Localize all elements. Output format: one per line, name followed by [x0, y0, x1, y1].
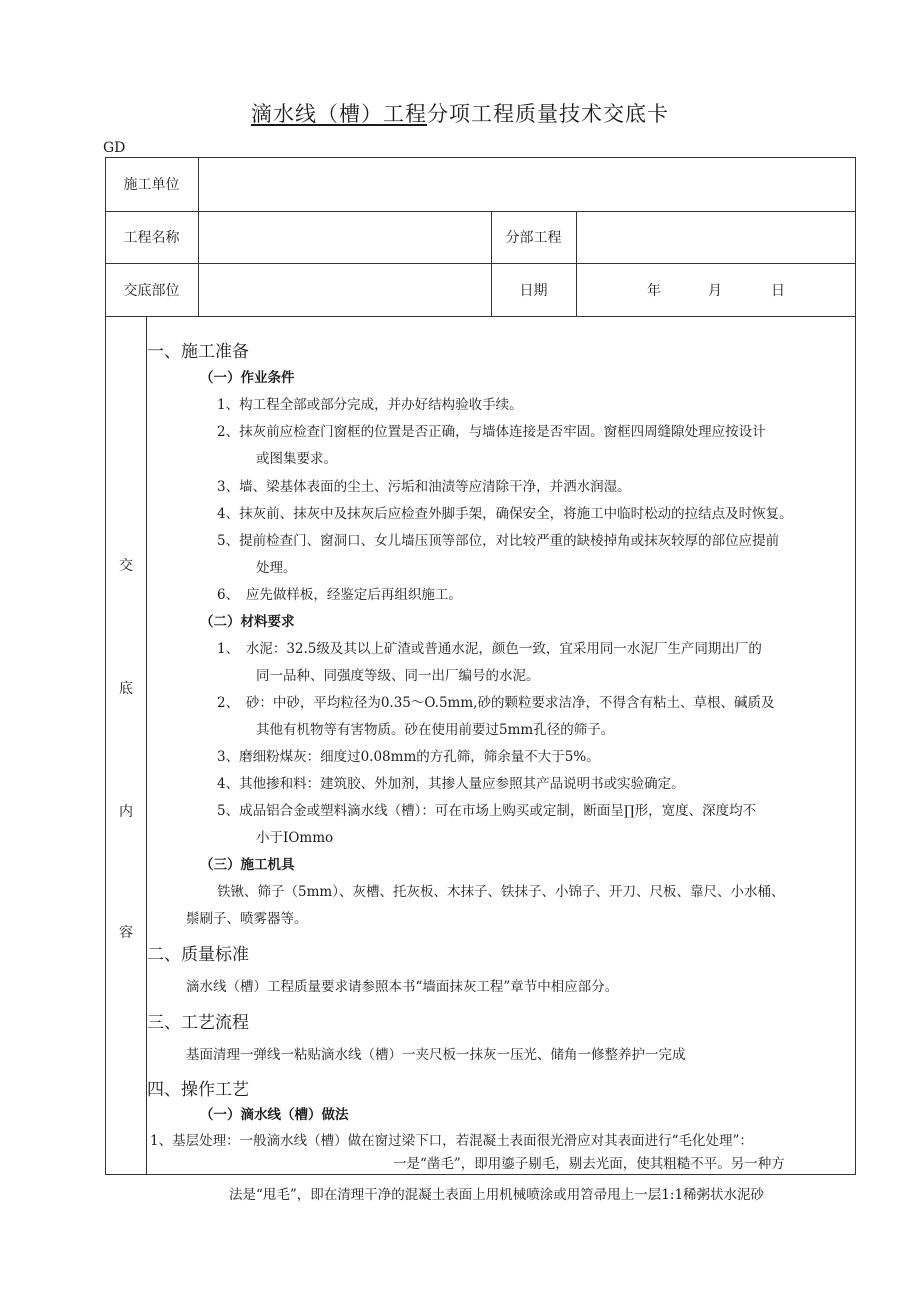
section-4-1-heading: （一）滴水线（槽）做法 [200, 1107, 349, 1123]
date-year: 年 [647, 283, 661, 299]
side-label-char-4: 容 [119, 925, 133, 941]
list-item: 2、抹灰前应检查门窗框的位置是否正确，与墙体连接是否牢固。窗框四周缝隙处理应按设计 [217, 424, 766, 440]
section-4-heading: 四、操作工艺 [147, 1080, 249, 1100]
section-1-heading: 一、施工准备 [147, 342, 249, 362]
project-name-value [199, 211, 491, 263]
list-item: 或图集要求。 [256, 451, 337, 467]
list-item: 同一品种、同强度等级、同一出厂编号的水泥。 [256, 668, 540, 684]
list-item: 4、其他掺和料：建筑胶、外加剂，其掺人量应参照其产品说明书或实验确定。 [217, 776, 685, 792]
document-title [0, 98, 920, 128]
title-underlined: 滴水线（槽）工程 [251, 102, 427, 126]
handover-part-label: 交底部位 [123, 282, 180, 299]
section-1-3-heading: （三）施工机具 [200, 857, 295, 873]
side-label-char-2: 底 [119, 681, 133, 697]
date-day: 日 [771, 283, 785, 299]
list-item: 小于IOmmo [256, 830, 334, 846]
section-3-text: 基面清理一弹线一粘贴滴水线（槽）一夹尺板一抹灰一压光、储角一修整养护一完成 [186, 1047, 686, 1063]
list-item: 4、抹灰前、抹灰中及抹灰后应检查外脚手架，确保安全，将施工中临时松动的拉结点及时恢复。 [217, 506, 793, 522]
content-column-divider [146, 316, 147, 1175]
handover-part-value [199, 263, 491, 316]
list-item: 一是“凿毛”，即用鎏子剔毛，剔去光面，使其粗糙不平。另一种方 [393, 1156, 785, 1172]
title-rest: 分项工程质量技术交底卡 [427, 102, 669, 126]
construction-unit-value [199, 157, 855, 211]
section-2-text: 滴水线（槽）工程质量要求请参照本书“墙面抹灰工程”章节中相应部分。 [186, 979, 619, 995]
list-item: 1、基层处理：一般滴水线（槽）做在窗过梁下口，若混凝土表面很光滑应对其表面进行“毛化处理”： [150, 1133, 753, 1149]
list-item: 鬃刷子、喷雾器等。 [186, 911, 308, 927]
row-divider-3 [105, 316, 856, 317]
list-item: 1、 水泥：32.5级及其以上矿渣或普通水泥，颜色一致，宜采用同一水泥厂生产同期出厂的 [217, 641, 762, 657]
document-code: GD [103, 140, 126, 156]
list-item: 铁锹、筛子（5mm）、灰槽、托灰板、木抹子、铁抹子、小锦子、开刀、尺板、靠尺、小水桶、 [217, 884, 785, 900]
section-2-heading: 二、质量标准 [147, 945, 249, 965]
list-item: 法是“甩毛”，即在清理干净的混凝土表面上用机械喷涂或用笤帚甩上一层1:1稀粥状水泥砂 [229, 1187, 765, 1203]
side-label-char-1: 交 [119, 558, 133, 574]
list-item: 3、磨细粉煤灰：细度过0.08mm的方孔筛，筛余量不大于5%。 [217, 749, 600, 765]
list-item: 5、提前检查门、窗洞口、女儿墙压顶等部位，对比较严重的缺棱掉角或抹灰较厚的部位应提前 [217, 533, 780, 549]
construction-unit-label: 施工单位 [123, 177, 180, 193]
list-item: 5、成品铝合金或塑料滴水线（槽）：可在市场上购买或定制，断面呈∏形，宽度、深度均不 [217, 803, 757, 819]
sub-project-value [577, 211, 855, 263]
date-label: 日期 [519, 282, 548, 299]
list-item: 其他有机物等有害物质。砂在使用前要过5mm孔径的筛子。 [256, 722, 615, 738]
project-name-label: 工程名称 [123, 230, 180, 246]
side-label-char-3: 内 [119, 804, 133, 820]
section-3-heading: 三、工艺流程 [147, 1013, 249, 1033]
section-1-1-heading: （一）作业条件 [200, 370, 295, 386]
list-item: 3、墙、梁基体表面的尘土、污垢和油渍等应清除干净，并洒水润湿。 [217, 479, 631, 495]
date-month: 月 [708, 283, 722, 299]
list-item: 2、 砂：中砂，平均粒径为0.35～O.5mm,砂的颗粒要求洁净，不得含有粘土、草根、碱质及 [217, 695, 775, 711]
sub-project-label: 分部工程 [505, 230, 562, 246]
list-item: 1、构工程全部或部分完成，并办好结构验收手续。 [217, 397, 523, 413]
section-1-2-heading: （二）材料要求 [200, 614, 295, 630]
list-item: 6、 应先做样板，经鉴定后再组织施工。 [217, 587, 462, 603]
list-item: 处理。 [256, 560, 297, 576]
